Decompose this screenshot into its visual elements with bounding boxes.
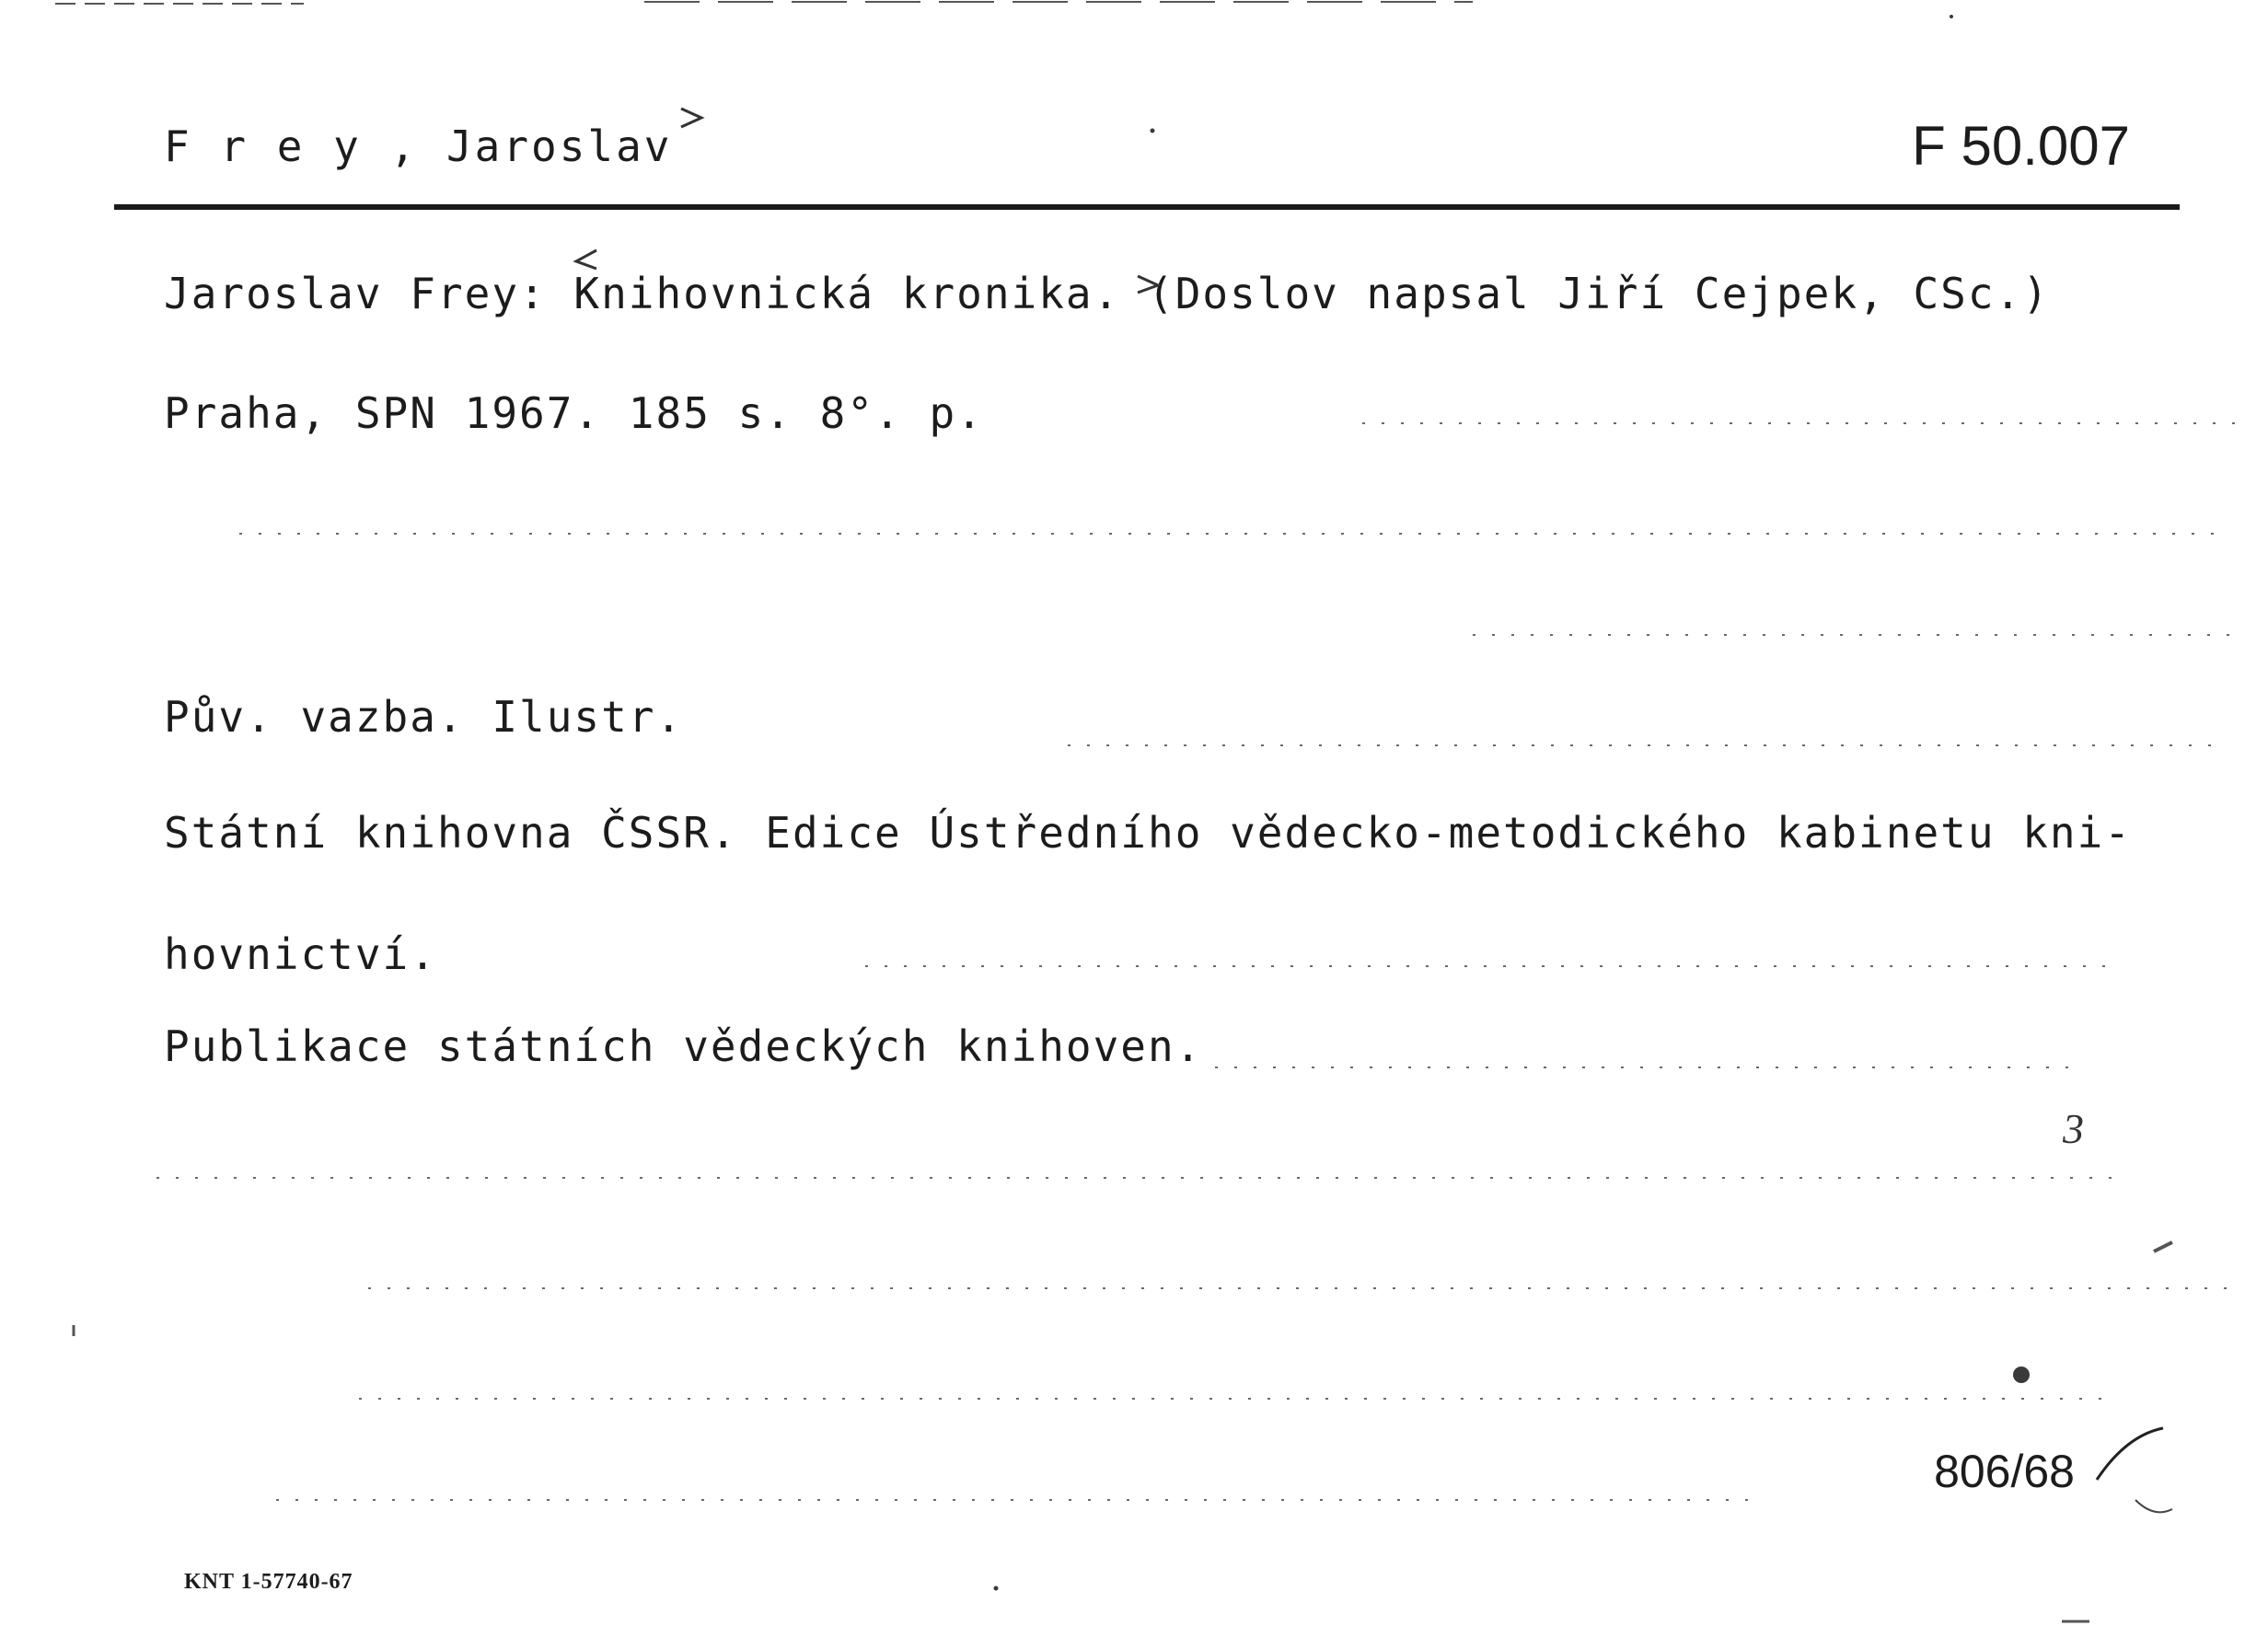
printer-imprint: KNT 1-57740-67 [184, 1570, 353, 1594]
binding-note: Pův. vazba. Ilustr. [164, 692, 684, 742]
heading-rule [114, 204, 2180, 210]
pencil-mark: 3 [2063, 1105, 2084, 1152]
title-line: Jaroslav Frey: Knihovnická kronika. (Doslov napsal Jiří Cejpek, CSc.) [164, 269, 2050, 318]
imprint-line: Praha, SPN 1967. 185 s. 8°. p. [164, 388, 984, 438]
card-heading-author: F r e y , Jaroslav [164, 121, 673, 171]
series-note-line-1: Státní knihovna ČSSR. Edice Ústředního vědecko-metodického kabinetu kni- [164, 808, 2132, 858]
series-note-line-2: hovnictví. [164, 929, 437, 979]
series-note-publications: Publikace státních vědeckých knihoven. [164, 1021, 1203, 1071]
call-number: F 50.007 [1912, 115, 2130, 177]
accession-number: 806/68 [1934, 1446, 2075, 1497]
